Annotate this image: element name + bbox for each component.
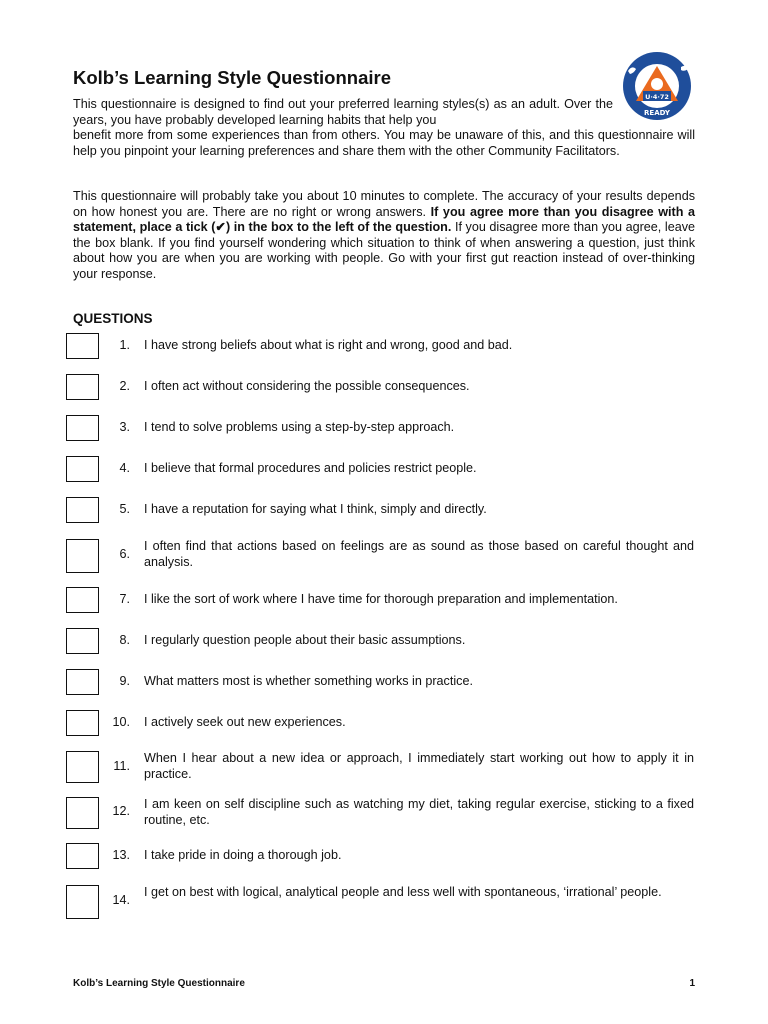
- answer-checkbox[interactable]: [66, 456, 99, 482]
- question-text: I regularly question people about their basic assumptions.: [144, 633, 466, 647]
- answer-checkbox[interactable]: [66, 628, 99, 654]
- answer-checkbox[interactable]: [66, 885, 99, 919]
- question-number: 4.: [119, 461, 130, 475]
- answer-checkbox[interactable]: [66, 710, 99, 736]
- question-number: 12.: [112, 804, 130, 818]
- answer-checkbox[interactable]: [66, 497, 99, 523]
- intro-instruction-bold: If you agree more than you disagree with a statement, place a tick (✔) in the box to the left of the question.: [73, 204, 696, 234]
- question-number: 2.: [119, 379, 130, 393]
- question-text: What matters most is whether something works in practice.: [144, 674, 473, 688]
- question-text: I get on best with logical, analytical people and less well with spontaneous, ‘irrational’ people.: [144, 885, 662, 899]
- intro-paragraph-2-end: If you disagree more than you agree, leave the box blank. If you find yourself wondering which situation to think of when answering a question, just think about how you are when you are working with people. Go with your first gut reaction instead of over-thinking your response.: [73, 220, 695, 281]
- answer-checkbox[interactable]: [66, 333, 99, 359]
- logo-label-top: U·4·72: [645, 93, 669, 101]
- intro-paragraph-1: [73, 97, 695, 159]
- question-text: I take pride in doing a thorough job.: [144, 848, 342, 862]
- question-number: 13.: [112, 848, 130, 862]
- question-text: I often act without considering the possible consequences.: [144, 379, 470, 393]
- question-number: 1.: [119, 338, 130, 352]
- answer-checkbox[interactable]: [66, 374, 99, 400]
- intro-paragraph-1-lead: This questionnaire is designed to find out your preferred learning styles(s) as an adult. Over the years, you have probably developed learning habits that help you: [73, 97, 613, 127]
- question-number: 6.: [119, 547, 130, 561]
- question-text: I am keen on self discipline such as watching my diet, taking regular exercise, sticking to a fixed routine, etc.: [144, 797, 694, 827]
- question-number: 14.: [112, 893, 130, 907]
- logo-label-bottom: READY: [644, 109, 670, 117]
- question-number: 9.: [119, 674, 130, 688]
- question-text: I have a reputation for saying what I think, simply and directly.: [144, 502, 487, 516]
- question-text: When I hear about a new idea or approach, I immediately start working out how to apply it in practice.: [144, 751, 694, 781]
- question-number: 8.: [119, 633, 130, 647]
- question-text: I have strong beliefs about what is right and wrong, good and bad.: [144, 338, 513, 352]
- question-number: 3.: [119, 420, 130, 434]
- intro-paragraph-2: [73, 189, 695, 282]
- intro-paragraph-1-rest: benefit more from some experiences than from others. You may be unaware of this, and this questionnaire will help you pinpoint your learning preferences and share them with the other Community Facilitators.: [73, 128, 695, 158]
- question-number: 11.: [113, 759, 130, 773]
- answer-checkbox[interactable]: [66, 539, 99, 573]
- page-title: Kolb’s Learning Style Questionnaire: [73, 67, 391, 88]
- question-number: 5.: [119, 502, 130, 516]
- answer-checkbox[interactable]: [66, 797, 99, 829]
- question-number: 10.: [112, 715, 130, 729]
- answer-checkbox[interactable]: [66, 751, 99, 783]
- questions-heading: QUESTIONS: [73, 311, 153, 326]
- question-text: I believe that formal procedures and policies restrict people.: [144, 461, 477, 475]
- answer-checkbox[interactable]: [66, 669, 99, 695]
- footer-title: Kolb’s Learning Style Questionnaire: [73, 978, 245, 989]
- page-number: 1: [689, 978, 695, 989]
- question-text: I often find that actions based on feelings are as sound as those based on careful thought and analysis.: [144, 539, 694, 569]
- question-text: I actively seek out new experiences.: [144, 715, 346, 729]
- answer-checkbox[interactable]: [66, 415, 99, 441]
- intro-paragraph-2-start: This questionnaire will probably take you about 10 minutes to complete. The accuracy of your results depends on how honest you are. There are no right or wrong answers.: [73, 189, 695, 219]
- page-footer: [73, 978, 695, 989]
- answer-checkbox[interactable]: [66, 843, 99, 869]
- question-number: 7.: [119, 592, 130, 606]
- question-text: I tend to solve problems using a step-by-step approach.: [144, 420, 455, 434]
- question-text: I like the sort of work where I have time for thorough preparation and implementation.: [144, 592, 618, 606]
- answer-checkbox[interactable]: [66, 587, 99, 613]
